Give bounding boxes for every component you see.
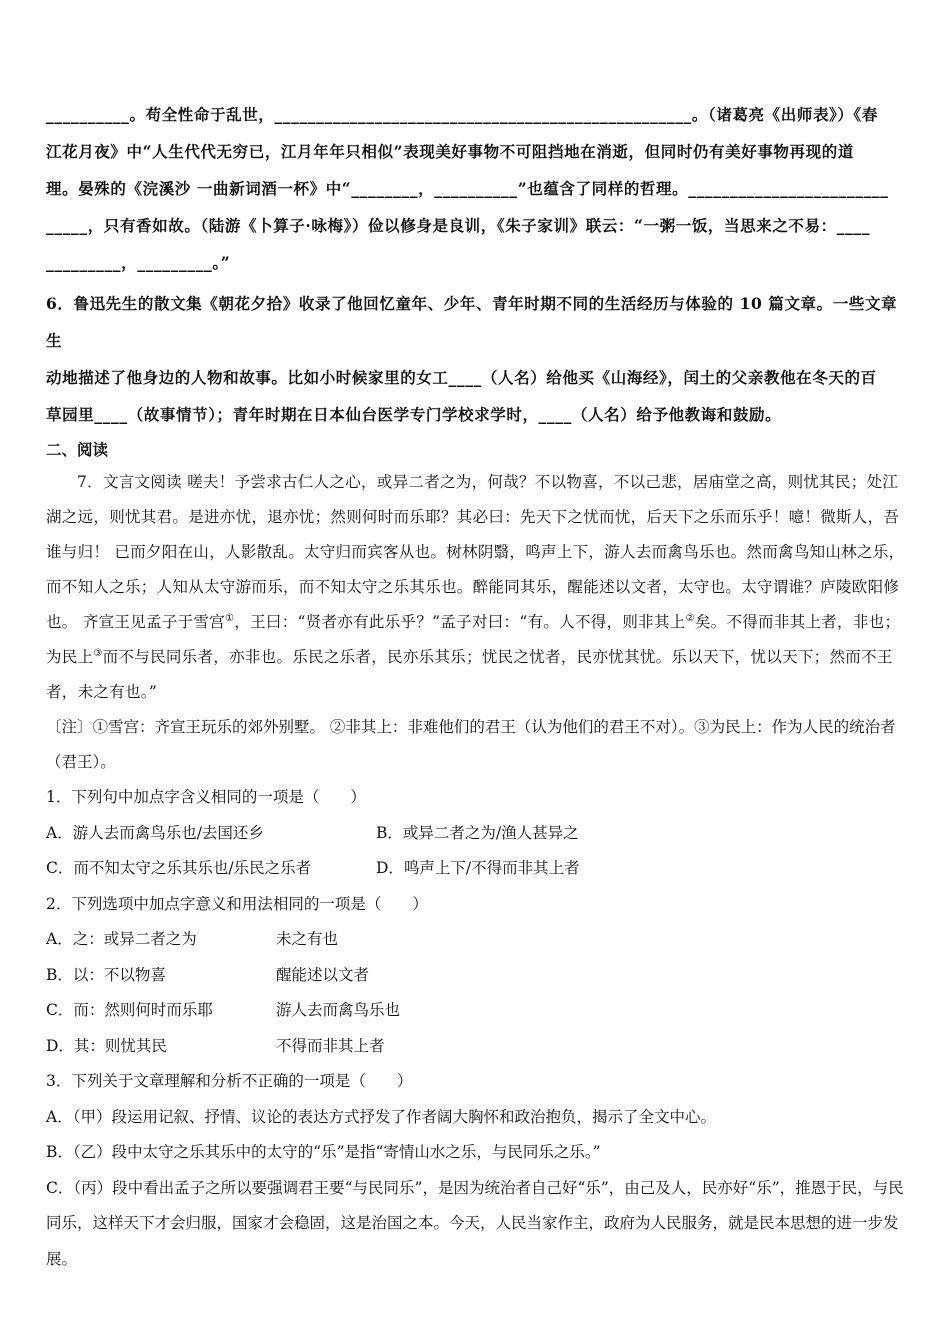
question-6-line: 动地描述了他身边的人物和故事。比如小时候家里的女工____（人名）给他买《山海经》，闰土的父亲教他在冬天的百 bbox=[46, 368, 877, 387]
question-1 bbox=[46, 780, 906, 887]
question-1-stem: 1．下列句中加点字含义相同的一项是（ ） bbox=[46, 788, 366, 806]
section-title: 二、阅读 bbox=[46, 440, 109, 459]
option-b-label: B．以：不以物喜 bbox=[46, 965, 166, 984]
option-c-pair: 游人去而禽鸟乐也 bbox=[276, 1001, 401, 1019]
question-6-line: 6．鲁迅先生的散文集《朝花夕拾》收录了他回忆童年、少年、青年时期不同的生活经历与体验的 10 篇文章。一些文章生 bbox=[46, 294, 898, 350]
question-6-line: 草园里____（故事情节）；青年时期在日本仙台医学专门学校求学时，____（人名）给予他教诲和鼓励。 bbox=[46, 405, 782, 424]
annotation-note: 〔注〕①雪宫：齐宣王玩乐的郊外别墅。 ②非其上：非难他们的君王（认为他们的君王不对）。③为民上：作为人民的统治者（君王）。 bbox=[46, 718, 896, 771]
option-b-pair: 醒能述以文者 bbox=[276, 965, 370, 984]
classical-passage bbox=[46, 465, 906, 710]
option-d-label: D．其：则忧其民 bbox=[46, 1036, 167, 1055]
option-c-label: C．而：然则何时而乐耶 bbox=[46, 1001, 213, 1019]
fill-line: 江花月夜》中“人生代代无穷已，江月年年只相似”表现美好事物不可阻挡地在消逝，但同时仍有美好事物再现的道 bbox=[46, 142, 854, 161]
question-3 bbox=[46, 1064, 906, 1277]
option-b: B．（乙）段中太守之乐其乐中的太守的“乐”是指“寄情山水之乐，与民同乐之乐。” bbox=[46, 1143, 601, 1161]
fill-line: __________。苟全性命于乱世，__________________________________________________。（诸葛亮《出师表》）《春 bbox=[46, 105, 878, 124]
passage-text: 而不与民同乐者，亦非也。乐民之乐者，民亦乐其乐；忧民之忧者，民亦忧其忧。乐以天下，忧以天下；然而不王者，未之有也。” bbox=[46, 648, 893, 701]
question-2 bbox=[46, 887, 906, 1065]
passage-text: ，王曰：“贤者亦有此乐乎？”孟子对曰：“有。人不得，则非其上 bbox=[234, 613, 686, 631]
passage-text: 矣。不得而非其上者，非也；为民上 bbox=[46, 613, 901, 666]
footnote-mark: ① bbox=[225, 612, 235, 624]
option-d: D．鸣声上下/不得而非其上者 bbox=[376, 859, 580, 877]
option-b: B．或异二者之为/渔人甚异之 bbox=[376, 823, 579, 842]
option-a-label: A．之：或异二者之为 bbox=[46, 930, 197, 948]
passage-text: 7．文言文阅读 嗟夫！予尝求古仁人之心，或异二者之为，何哉？不以物喜，不以己悲，居庙堂之高，则忧其民；处江湖之远，则忧其君。是进亦忧，退亦忧；然则何时而乐耶？其必曰：先天下之忧而忧，后天下之乐而乐乎！噫！微斯人，吾谁与归！ 已而夕阳在山，人影散乱。太守归而宾客从也。树林阴翳，鸣声上下，游人去而禽鸟乐也。然而禽鸟知山林之乐，而不知人之乐；人知从太守游而乐，而不知太守之乐其乐也。醉能同其乐，醒能述以文者，太守也。太守谓谁？庐陵欧阳修也。 齐宣王见孟子于雪宫 bbox=[46, 473, 905, 631]
fill-line: _________，_________。” bbox=[46, 253, 231, 272]
footnote-mark: ③ bbox=[93, 647, 103, 659]
question-6 bbox=[46, 285, 906, 433]
option-d-pair: 不得而非其上者 bbox=[276, 1036, 385, 1055]
option-c: C．而不知太守之乐其乐也/乐民之乐者 bbox=[46, 859, 312, 877]
question-3-stem: 3．下列关于文章理解和分析不正确的一项是（ ） bbox=[46, 1072, 413, 1090]
fill-line: 理。晏殊的《浣溪沙 一曲新词酒一杯》中“________，__________”也蕴含了同样的哲理。________________________ bbox=[46, 179, 889, 198]
footnote-mark: ② bbox=[685, 612, 695, 624]
option-a-pair: 未之有也 bbox=[276, 930, 339, 948]
question-2-stem: 2．下列选项中加点字意义和用法相同的一项是（ ） bbox=[46, 894, 428, 913]
option-c: C．（丙）段中看出孟子之所以要强调君王要“与民同乐”，是因为统治者自己好“乐”，由己及人，民亦好“乐”，推恩于民，与民同乐，这样天下才会归服，国家才会稳固，这是治国之本。今天，人民当家作主，政府为人民服务，就是民本思想的进一步发展。 bbox=[46, 1178, 904, 1268]
option-a: A．游人去而禽鸟乐也/去国还乡 bbox=[46, 823, 264, 842]
option-a: A．（甲）段运用记叙、抒情、议论的表达方式抒发了作者阔大胸怀和政治抱负，揭示了全文中心。 bbox=[46, 1107, 716, 1126]
fill-in-blank-block bbox=[46, 96, 906, 281]
fill-line: _____，只有香如故。（陆游《卜算子·咏梅》）俭以修身是良训，《朱子家训》联云：“一粥一饭，当思来之不易：____ bbox=[46, 216, 871, 235]
